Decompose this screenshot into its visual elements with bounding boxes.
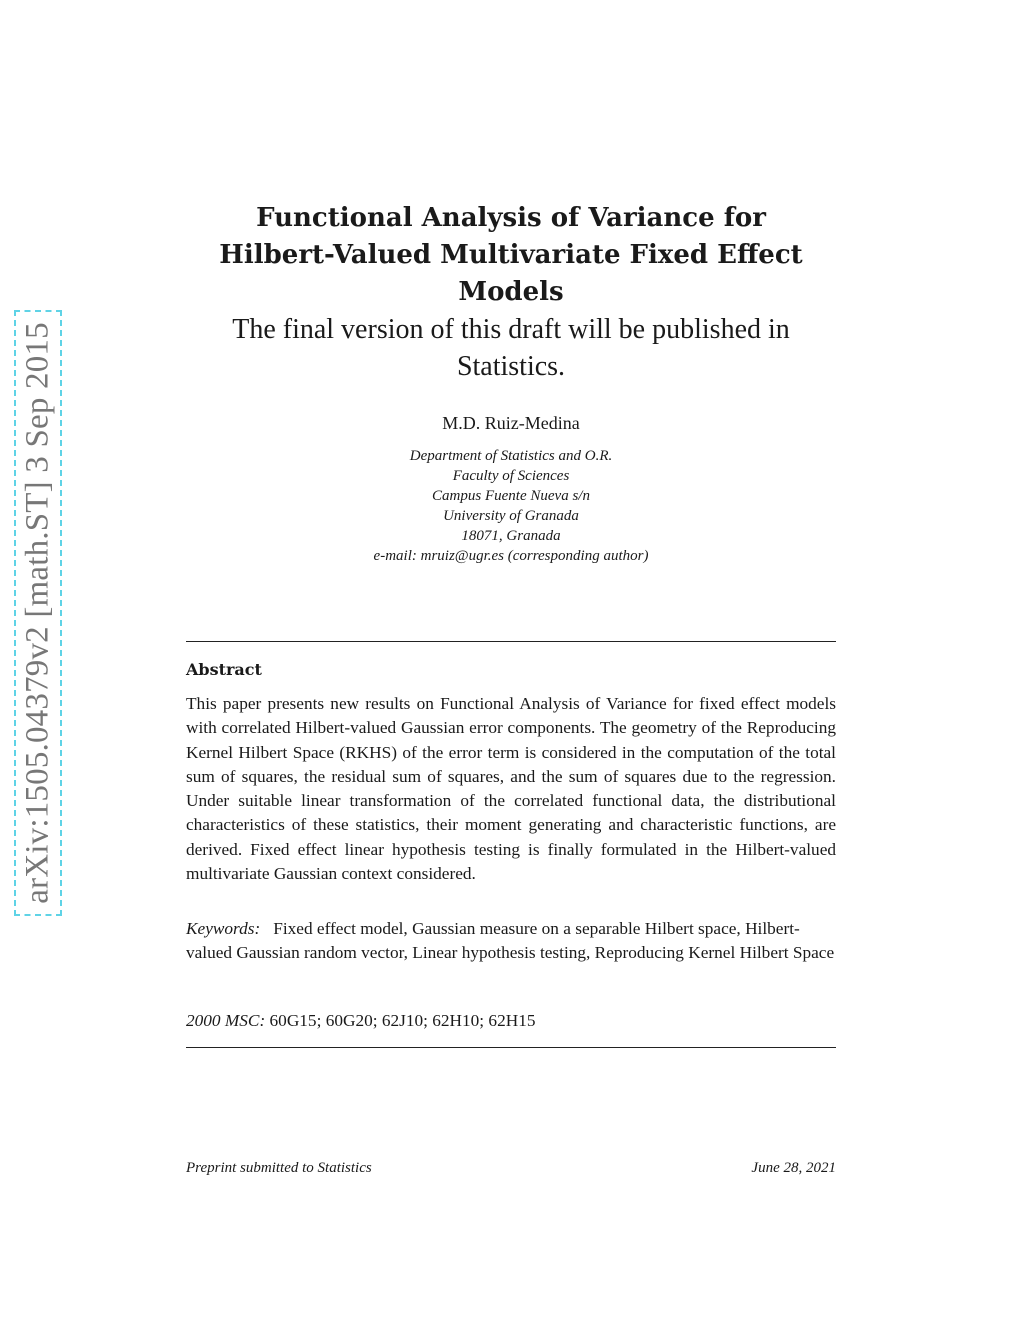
msc-label: 2000 MSC: [186,1011,266,1030]
paper-title-line-1: Functional Analysis of Variance for [256,203,766,233]
footer-preprint-note: Preprint submitted to Statistics [186,1160,372,1176]
abstract-top-rule [186,641,836,642]
affiliation-line: Campus Fuente Nueva s/n [432,488,590,504]
affiliation-line: University of Granada [443,508,579,524]
keywords [186,917,836,966]
abstract-bottom-rule [186,1047,836,1048]
keywords-label: Keywords: [186,919,261,938]
arxiv-id: arXiv:1505.04379v2 [math.ST] 3 Sep 2015 [19,322,56,904]
paper-title-line-2: Hilbert-Valued Multivariate Fixed Effect [219,240,803,270]
affiliation-line: 18071, Granada [461,528,561,544]
affiliation-email: e-mail: mruiz@ugr.es (corresponding author) [373,548,649,564]
abstract-heading: Abstract [186,660,262,679]
abstract-text: This paper presents new results on Functional Analysis of Variance for fixed effect models with correlated Hilbert-valued Gaussian error components. The geometry of the Reproducing Kernel Hilbert Space (RKHS) of the error term is considered in the computation of the total sum of squares, the residual sum of squares, and the sum of squares due to the regression. Under suitable linear transformation of the correlated functional data, the distributional characteristics of these statistics, their moment generating and characteristic functions, are derived. Fixed effect linear hypothesis testing is finally formulated in the Hilbert-valued multivariate Gaussian context considered. [186,694,836,884]
publication-note-line-1: The final version of this draft will be published in [232,314,790,345]
paper-title-line-3: Models [458,277,564,307]
title-block [186,200,836,385]
msc-classification [186,1011,535,1031]
msc-codes: 60G15; 60G20; 62J10; 62H10; 62H15 [269,1011,536,1030]
keywords-text: Fixed effect model, Gaussian measure on a separable Hilbert space, Hilbert-valued Gaussian random vector, Linear hypothesis testing, Reproducing Kernel Hilbert Space [186,919,835,963]
affiliation-line: Department of Statistics and O.R. [409,448,613,464]
affiliation-line: Faculty of Sciences [452,468,570,484]
publication-note-line-2: Statistics. [456,351,566,382]
author-affiliation [186,446,836,566]
arxiv-sidebar-stamp [14,310,62,916]
author-name: M.D. Ruiz-Medina [442,413,580,433]
footer-date: June 28, 2021 [751,1160,836,1176]
